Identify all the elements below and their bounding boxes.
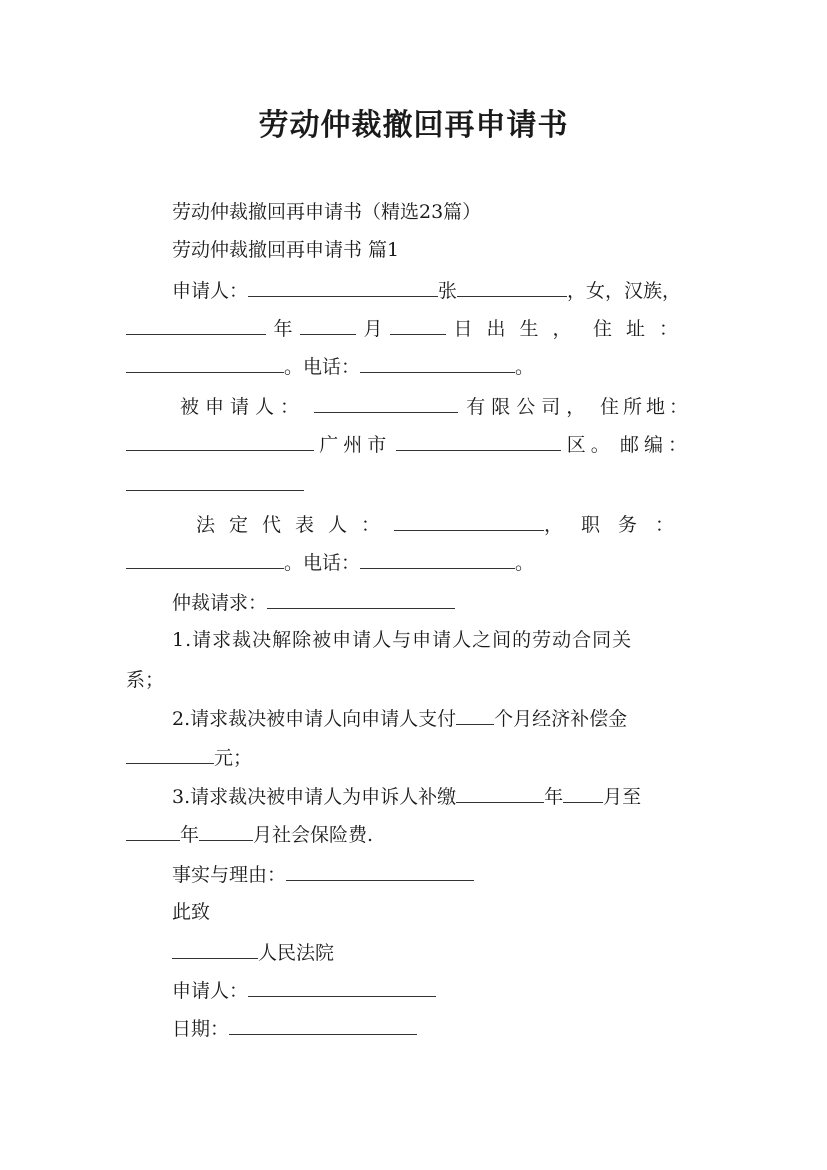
applicant-address-blank[interactable] <box>126 354 284 373</box>
court-name-blank[interactable] <box>172 940 258 959</box>
month-text: 月 <box>363 318 383 340</box>
applicant-phone-blank[interactable] <box>360 354 515 373</box>
facts-blank[interactable] <box>286 862 474 881</box>
address-label: 住址： <box>592 318 692 340</box>
facts-line <box>172 862 474 887</box>
closing-text: 此致 <box>172 901 211 923</box>
compensation-months-blank[interactable] <box>456 706 494 725</box>
claim-3-month-to: 月至 <box>603 786 642 808</box>
applicant-surname: 张 <box>438 280 458 302</box>
compensation-amount-blank[interactable] <box>126 745 214 764</box>
applicant-end: 。 <box>515 356 535 378</box>
respondent-name-blank[interactable] <box>314 394 458 413</box>
facts-label: 事实与理由： <box>172 864 287 886</box>
claim-3-continuation <box>126 822 373 847</box>
claim-1-continuation: 系； <box>126 669 165 691</box>
domicile-label: 住所地： <box>599 396 692 418</box>
duty-blank[interactable] <box>126 550 284 569</box>
applicant-given-name-blank[interactable] <box>457 278 567 297</box>
legal-rep-contact-line <box>126 550 534 575</box>
applicant-name-blank[interactable] <box>248 278 438 297</box>
applicant-gender-ethnicity: ，女，汉族， <box>567 280 682 302</box>
claim-2-continuation <box>126 745 252 770</box>
date-line <box>172 1016 417 1041</box>
court-text: 人民法院 <box>258 942 335 964</box>
claim-3-line <box>172 784 641 809</box>
insurance-start-year-blank[interactable] <box>456 784 544 803</box>
claims-label: 仲裁请求： <box>172 592 268 614</box>
duty-label: ，职务： <box>543 514 692 536</box>
claim-2-end: 元； <box>214 747 253 769</box>
date-blank[interactable] <box>229 1016 417 1035</box>
district-text: 区。 <box>566 434 615 456</box>
claims-blank[interactable] <box>267 590 455 609</box>
birth-day-blank[interactable] <box>390 316 446 335</box>
claim-2-text-b: 个月经济补偿金 <box>494 708 628 730</box>
claims-line <box>172 590 455 615</box>
legal-rep-phone-label: 。电话： <box>284 552 361 574</box>
claim-1-line: 1.请求裁决解除被申请人与申请人之间的劳动合同关 <box>172 629 633 651</box>
born-text: 日出生， <box>453 318 586 340</box>
respondent-address-blank[interactable] <box>126 432 314 451</box>
applicant-birth-line <box>126 316 692 341</box>
part-heading: 劳动仲裁撤回再申请书 篇1 <box>172 239 400 261</box>
city-text: 广州市 <box>319 434 392 456</box>
postcode-line <box>126 472 304 497</box>
company-text: 有限公司， <box>466 396 592 418</box>
applicant-line <box>172 278 681 303</box>
intro-line: 劳动仲裁撤回再申请书（精选23篇） <box>172 201 482 223</box>
respondent-line <box>180 394 692 419</box>
court-line <box>172 940 334 965</box>
district-blank[interactable] <box>396 432 561 451</box>
claim-3-year: 年 <box>544 786 564 808</box>
applicant-label: 申请人： <box>172 280 249 302</box>
respondent-label: 被申请人： <box>180 396 306 418</box>
claim-2-text: 2.请求裁决被申请人向申请人支付 <box>172 708 457 730</box>
legal-rep-label: 法定代表人： <box>196 514 395 536</box>
applicant-phone-label: 。电话： <box>284 356 361 378</box>
signature-line <box>172 978 436 1003</box>
legal-rep-phone-blank[interactable] <box>360 550 515 569</box>
insurance-end-month-blank[interactable] <box>199 822 253 841</box>
claim-3-text: 3.请求裁决被申请人为申诉人补缴 <box>172 786 457 808</box>
postcode-label: 邮编： <box>619 434 692 456</box>
legal-rep-line <box>196 512 692 537</box>
claim-2-line <box>172 706 627 731</box>
document-title: 劳动仲裁撤回再申请书 <box>258 108 569 143</box>
insurance-end-year-blank[interactable] <box>126 822 180 841</box>
postcode-blank[interactable] <box>126 472 304 491</box>
legal-rep-end: 。 <box>515 552 535 574</box>
respondent-address-line <box>126 432 692 457</box>
claim-3-end: 月社会保险费. <box>253 824 374 846</box>
signature-label: 申请人： <box>172 980 249 1002</box>
year-text: 年 <box>273 318 293 340</box>
insurance-start-month-blank[interactable] <box>563 784 603 803</box>
birth-year-blank[interactable] <box>126 316 266 335</box>
signature-blank[interactable] <box>248 978 436 997</box>
claim-3-year-2: 年 <box>180 824 200 846</box>
birth-month-blank[interactable] <box>300 316 356 335</box>
legal-rep-name-blank[interactable] <box>394 512 544 531</box>
applicant-contact-line <box>126 354 534 379</box>
date-label: 日期： <box>172 1018 230 1040</box>
